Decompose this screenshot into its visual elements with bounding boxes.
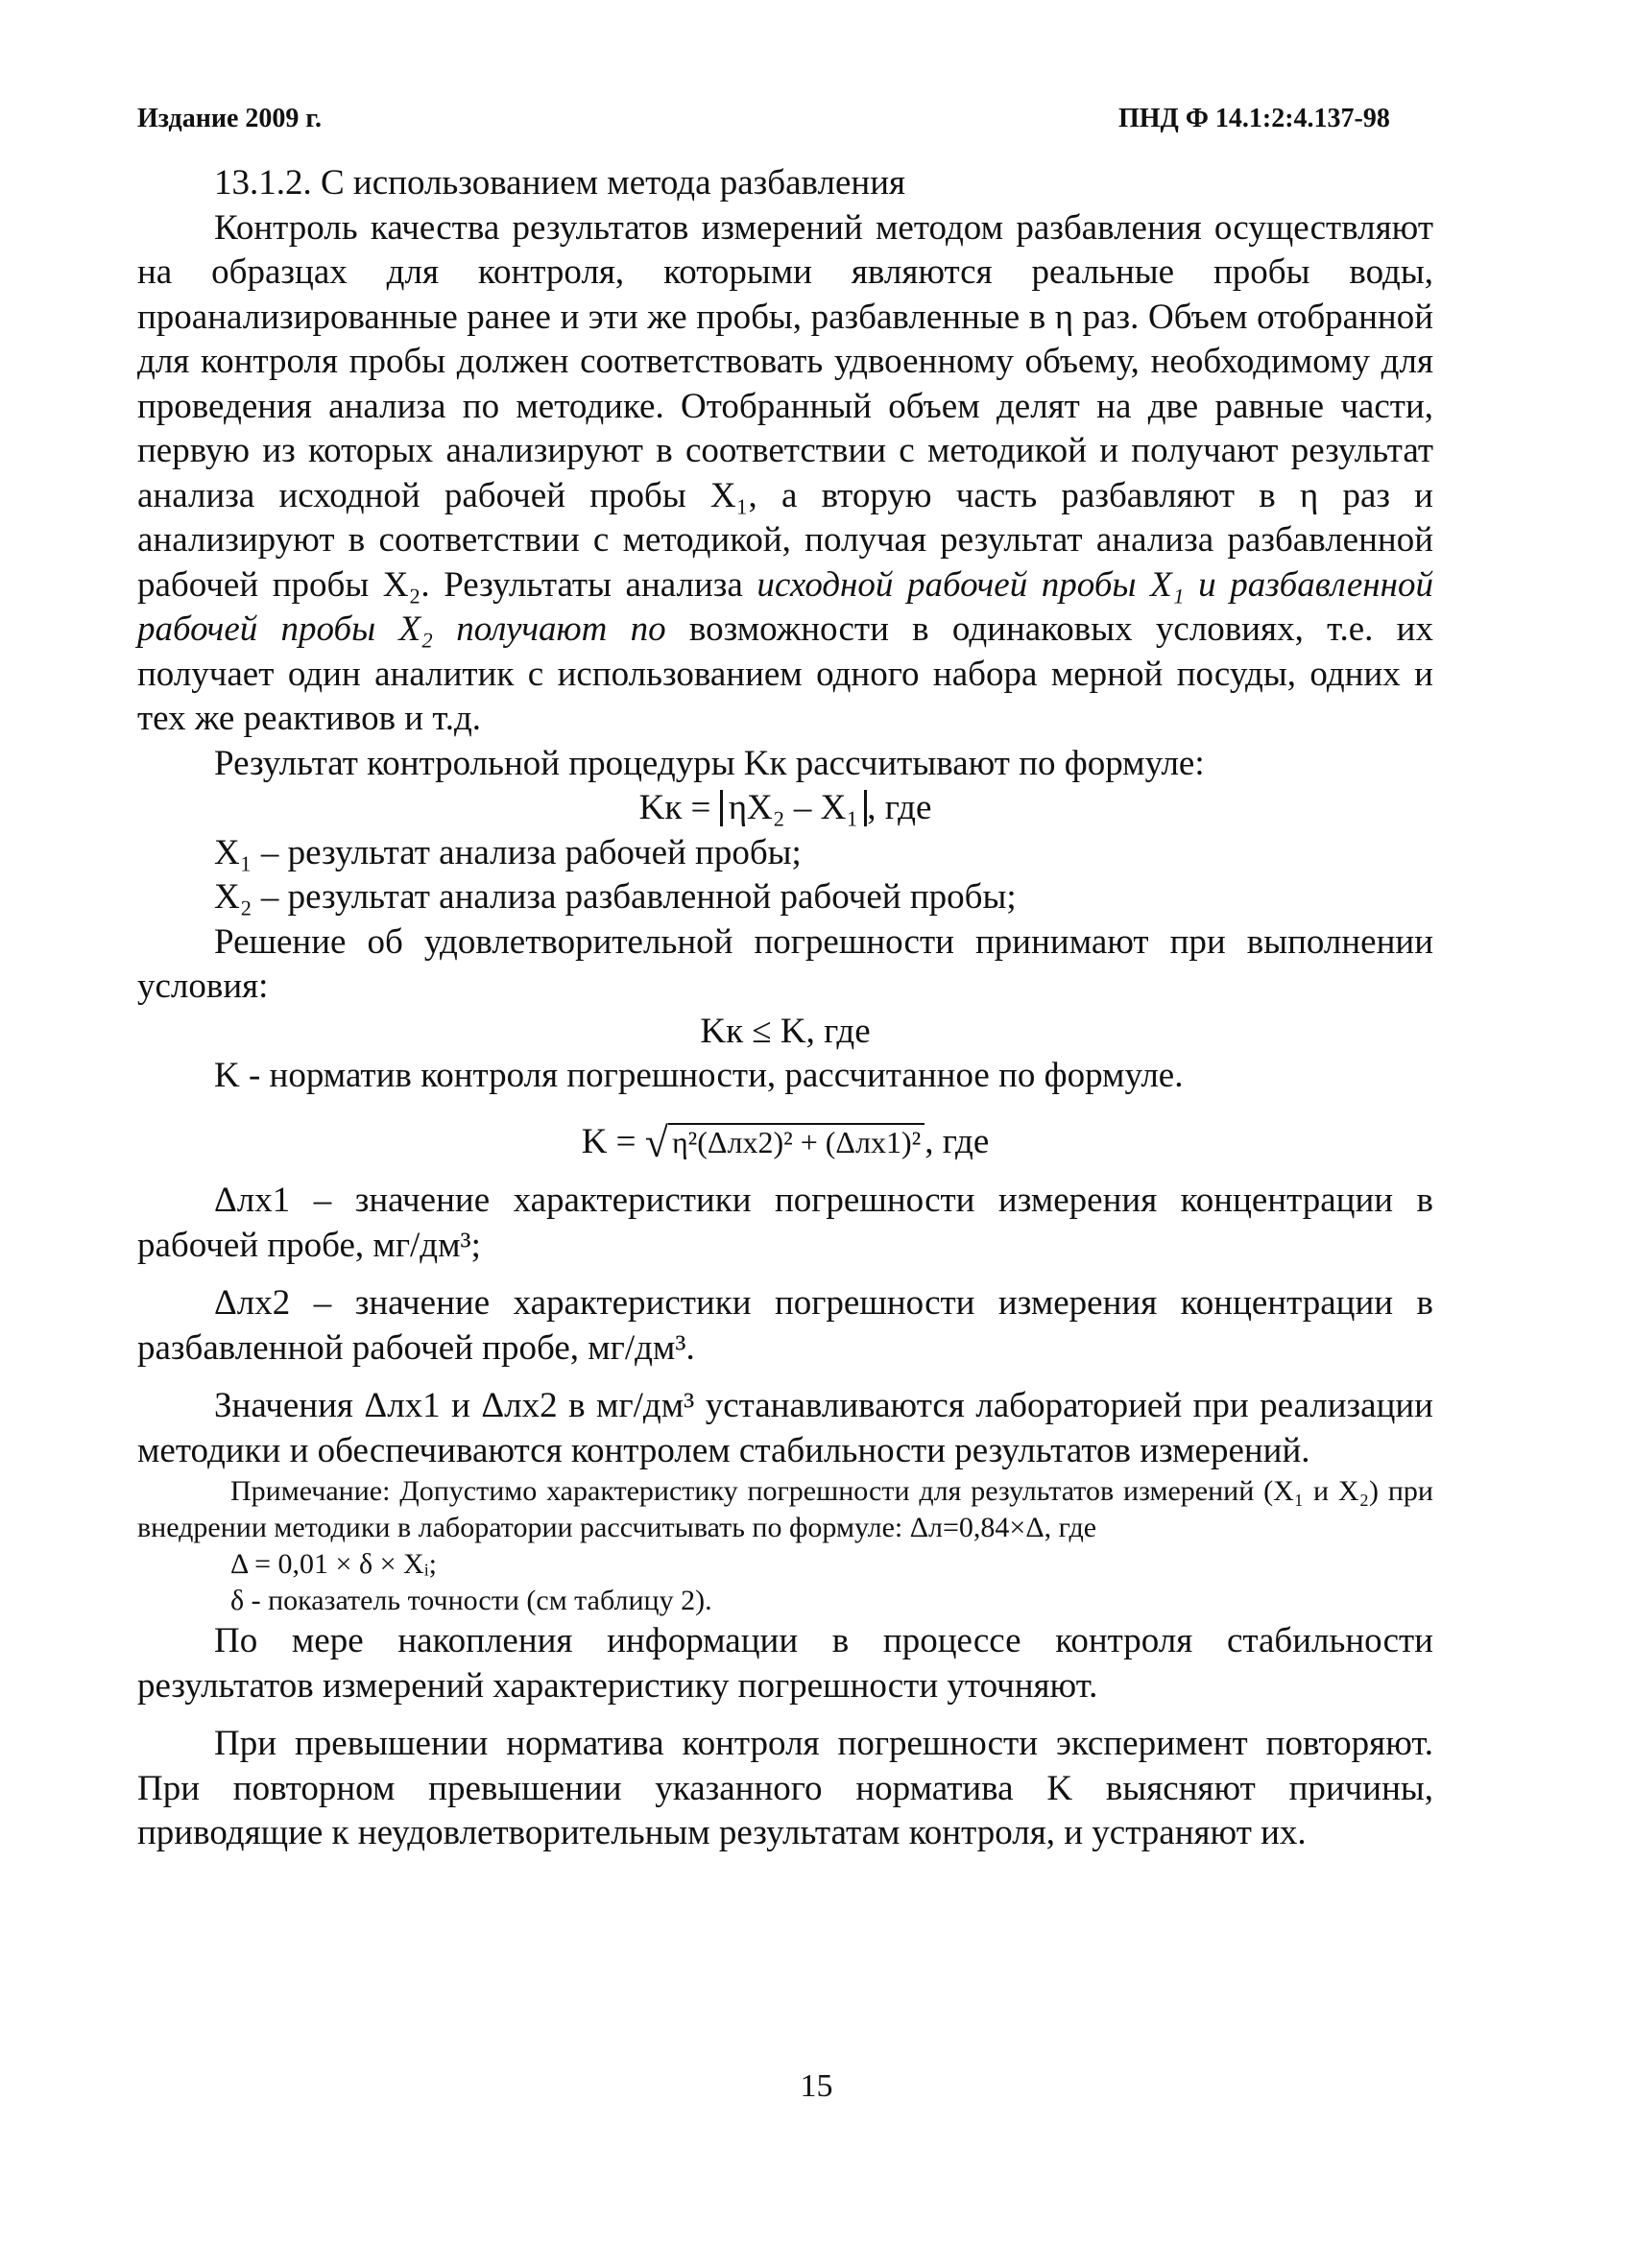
square-root — [645, 1120, 925, 1166]
note-delta-formula: Δ = 0,01 × δ × Xᵢ; — [230, 1548, 437, 1580]
formula-suffix: , где — [925, 1121, 990, 1161]
standard-code-header: ПНД Ф 14.1:2:4.137-98 — [1118, 104, 1390, 133]
paragraph-refinement: По мере накопления информации в процессе контроля стабильности результатов измерений характеристику погрешности уточняют. — [137, 1621, 1433, 1706]
paragraph-text: Контроль качества результатов измерений методом разбавления осуществляют на образцах для контроля, которыми являются реальные пробы воды, проанализированные ранее и эти же пробы, разбавленные в η раз. Объем отобранной для контроля пробы должен соответствовать удвоенному объему, необходимому для проведения анализа по методике. Отобранный объем делят на две равные части, первую из которых анализируют в соответствии с методикой и получают результат анализа исходной рабочей пробы X₁, а вторую часть разбавляют в η раз и анализируют в соответствии с методикой, получая результат анализа разбавленной рабочей пробы X₂. Результаты анализа — [137, 207, 1433, 605]
document-body — [137, 161, 1433, 1856]
definition-x1: X₁ – результат анализа рабочей пробы; — [214, 832, 802, 872]
radicand: η²(Δлх2)² + (Δлх1)² — [668, 1123, 925, 1159]
paragraph-decision: Решение об удовлетворительной погрешности принимают при выполнении условия: — [137, 921, 1433, 1006]
paragraph-text-tail: возможности в одинаковых условиях, т.е. их получает один аналитик с использованием одного набора мерной посуды, одних и тех же реактивов и т.д. — [137, 609, 1433, 738]
note-delta-definition: δ - показатель точности (см таблицу 2). — [230, 1585, 712, 1616]
formula-kk — [137, 786, 1433, 831]
definition-delta-lx1: Δлх1 – значение характеристики погрешности измерения концентрации в рабочей пробе, мг/дм³; — [137, 1181, 1433, 1265]
formula-lhs: K = — [581, 1121, 636, 1161]
note-text: Примечание: Допустимо характеристику погрешности для результатов измерений (X₁ и X₂) при внедрении методики в лаборатории рассчитывать по формуле: Δл=0,84×Δ, где — [137, 1475, 1433, 1543]
paragraph-control-procedure: Результат контрольной процедуры Kк рассчитывают по формуле: — [214, 743, 1205, 783]
definition-delta-lx2: Δлх2 – значение характеристики погрешности измерения концентрации в разбавленной рабочей пробе, мг/дм³. — [137, 1283, 1433, 1368]
formula-lhs: Kк = — [638, 788, 711, 827]
absolute-value-expression: ηX₂ – X₁ — [720, 790, 868, 826]
formula-condition: Kк ≤ K, где — [700, 1011, 871, 1051]
page-number: 15 — [800, 2068, 833, 2104]
formula-suffix: , где — [867, 788, 932, 827]
italic-text: исходной рабочей пробы X₁ и разбавленной рабочей пробы X₂ получают по — [137, 564, 1433, 649]
edition-header: Издание 2009 г. — [137, 104, 322, 133]
definition-x2: X₂ – результат анализа разбавленной рабочей пробы; — [214, 877, 1017, 917]
paragraph-values: Значения Δлх1 и Δлх2 в мг/дм³ устанавливаются лабораторией при реализации методики и обеспечиваются контролем стабильности результатов измерений. — [137, 1386, 1433, 1470]
paragraph-method-description — [137, 206, 1433, 742]
paragraph-exceedance: При превышении норматива контроля погрешности эксперимент повторяют. При повторном превышении указанного норматива K выясняют причины, приводящие к неудовлетворительным результатам контроля, и устраняют их. — [137, 1724, 1433, 1852]
paragraph-norm: K - норматив контроля погрешности, рассчитанное по формуле. — [214, 1056, 1184, 1095]
formula-k — [137, 1120, 1433, 1166]
radical-sign: √ — [644, 1118, 668, 1166]
section-title: 13.1.2. С использованием метода разбавления — [214, 163, 906, 203]
